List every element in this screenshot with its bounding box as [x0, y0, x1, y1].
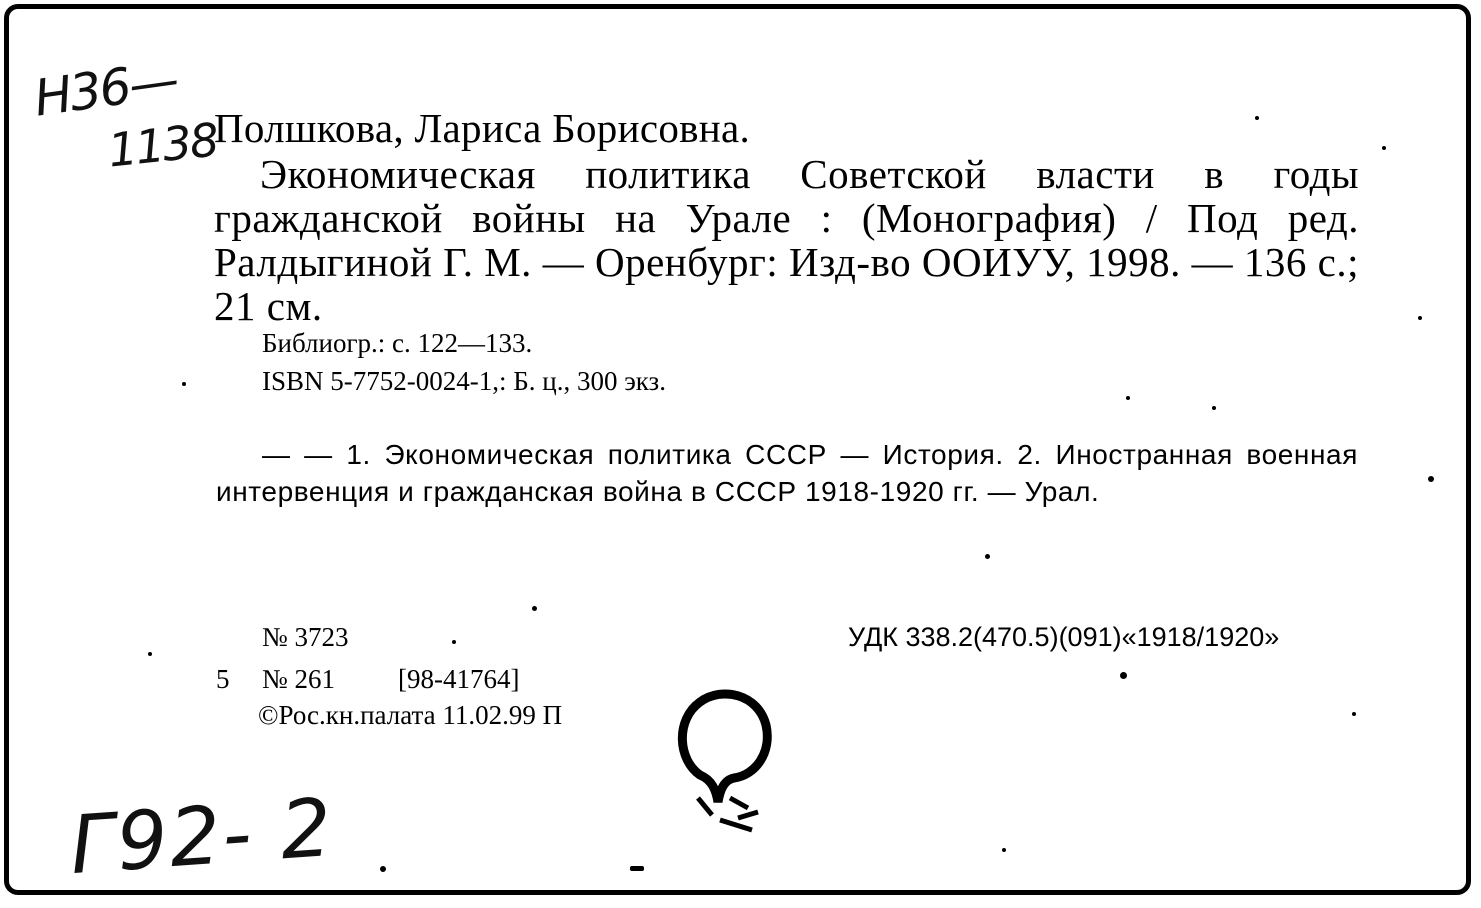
scan-speck: [148, 652, 152, 656]
scan-speck: [1255, 116, 1259, 120]
stamp-mark: [660, 680, 780, 840]
scan-speck: [1120, 672, 1127, 679]
scan-speck: [1418, 316, 1422, 320]
bibliography-note: Библиогр.: с. 122—133.: [262, 328, 533, 358]
registration-code: [98-41764]: [398, 664, 520, 694]
scan-speck: [380, 866, 386, 872]
handwritten-call-number-line1: Н36—: [30, 50, 181, 128]
scan-speck: [532, 606, 537, 611]
scan-speck: [985, 554, 990, 559]
subject-headings: — — 1. Экономическая политика СССР — История. 2. Иностранная военная интервенция и гражданская война в СССР 1918-1920 гг. — Урал.: [216, 439, 1358, 507]
isbn-note: ISBN 5-7752-0024-1,: Б. ц., 300 экз.: [262, 366, 666, 396]
card-number-2: № 261: [262, 664, 336, 694]
scan-speck: [1428, 476, 1434, 482]
title-description: Экономическая политика Советской власти в годы гражданской войны на Урале : (Монография) / Под ред. Ралдыгиной Г. М. — Оренбург: Изд-во ООИУУ, 1998. — 136 с.; 21 см.: [214, 151, 1359, 329]
scan-speck: [452, 640, 456, 644]
author-heading: Полшкова, Лариса Борисовна.: [214, 105, 751, 151]
scan-speck: [1352, 712, 1356, 716]
scan-speck: [1382, 146, 1386, 150]
handwritten-bottom-mark: Г92- 2: [67, 780, 337, 893]
copyright-line: ©Рос.кн.палата 11.02.99 П: [258, 700, 563, 730]
scan-speck: [1126, 396, 1130, 400]
card-digit: 5: [216, 664, 230, 694]
handwritten-call-number-line2: 1138: [105, 112, 220, 178]
scan-speck: [182, 382, 186, 386]
scan-speck: [1212, 406, 1216, 410]
scan-speck: [1002, 848, 1006, 852]
scan-speck: [630, 866, 644, 871]
udk-classification: УДК 338.2(470.5)(091)«1918/1920»: [848, 622, 1280, 652]
card-number-1: № 3723: [262, 622, 349, 652]
